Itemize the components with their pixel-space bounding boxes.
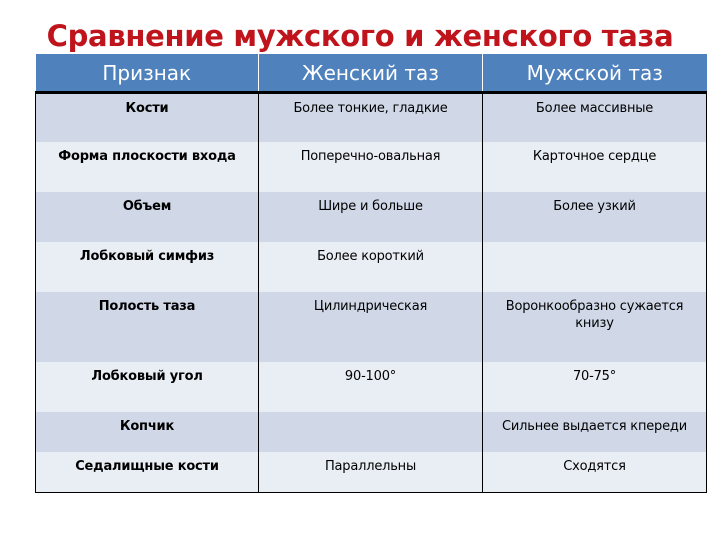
male-cell: Более узкий <box>483 192 707 242</box>
female-cell: Шире и больше <box>259 192 483 242</box>
feature-cell: Кости <box>36 93 259 143</box>
feature-cell: Лобковый симфиз <box>36 242 259 292</box>
female-cell: Более короткий <box>259 242 483 292</box>
table-row <box>36 93 707 143</box>
table-header-row <box>36 54 707 93</box>
column-header-male: Мужской таз <box>483 54 707 93</box>
table-row <box>36 242 707 292</box>
table-row <box>36 412 707 452</box>
male-cell: Сходятся <box>483 452 707 493</box>
comparison-table <box>35 54 707 493</box>
female-cell: Цилиндрическая <box>259 292 483 362</box>
male-cell: Сильнее выдается кпереди <box>483 412 707 452</box>
feature-cell: Копчик <box>36 412 259 452</box>
male-cell: Воронкообразно сужается книзу <box>483 292 707 362</box>
male-cell: Более массивные <box>483 93 707 143</box>
table-row <box>36 142 707 192</box>
slide-title: Сравнение мужского и женского таза <box>46 19 674 53</box>
feature-cell: Полость таза <box>36 292 259 362</box>
male-cell <box>483 242 707 292</box>
female-cell: Поперечно-овальная <box>259 142 483 192</box>
feature-cell: Объем <box>36 192 259 242</box>
female-cell: Параллельны <box>259 452 483 493</box>
table-row <box>36 192 707 242</box>
male-cell: 70-75° <box>483 362 707 412</box>
female-cell: Более тонкие, гладкие <box>259 93 483 143</box>
table-row <box>36 362 707 412</box>
feature-cell: Форма плоскости входа <box>36 142 259 192</box>
female-cell <box>259 412 483 452</box>
feature-cell: Седалищные кости <box>36 452 259 493</box>
table-row <box>36 292 707 362</box>
table-row <box>36 452 707 493</box>
male-cell: Карточное сердце <box>483 142 707 192</box>
feature-cell: Лобковый угол <box>36 362 259 412</box>
column-header-feature: Признак <box>36 54 259 93</box>
female-cell: 90-100° <box>259 362 483 412</box>
column-header-female: Женский таз <box>259 54 483 93</box>
